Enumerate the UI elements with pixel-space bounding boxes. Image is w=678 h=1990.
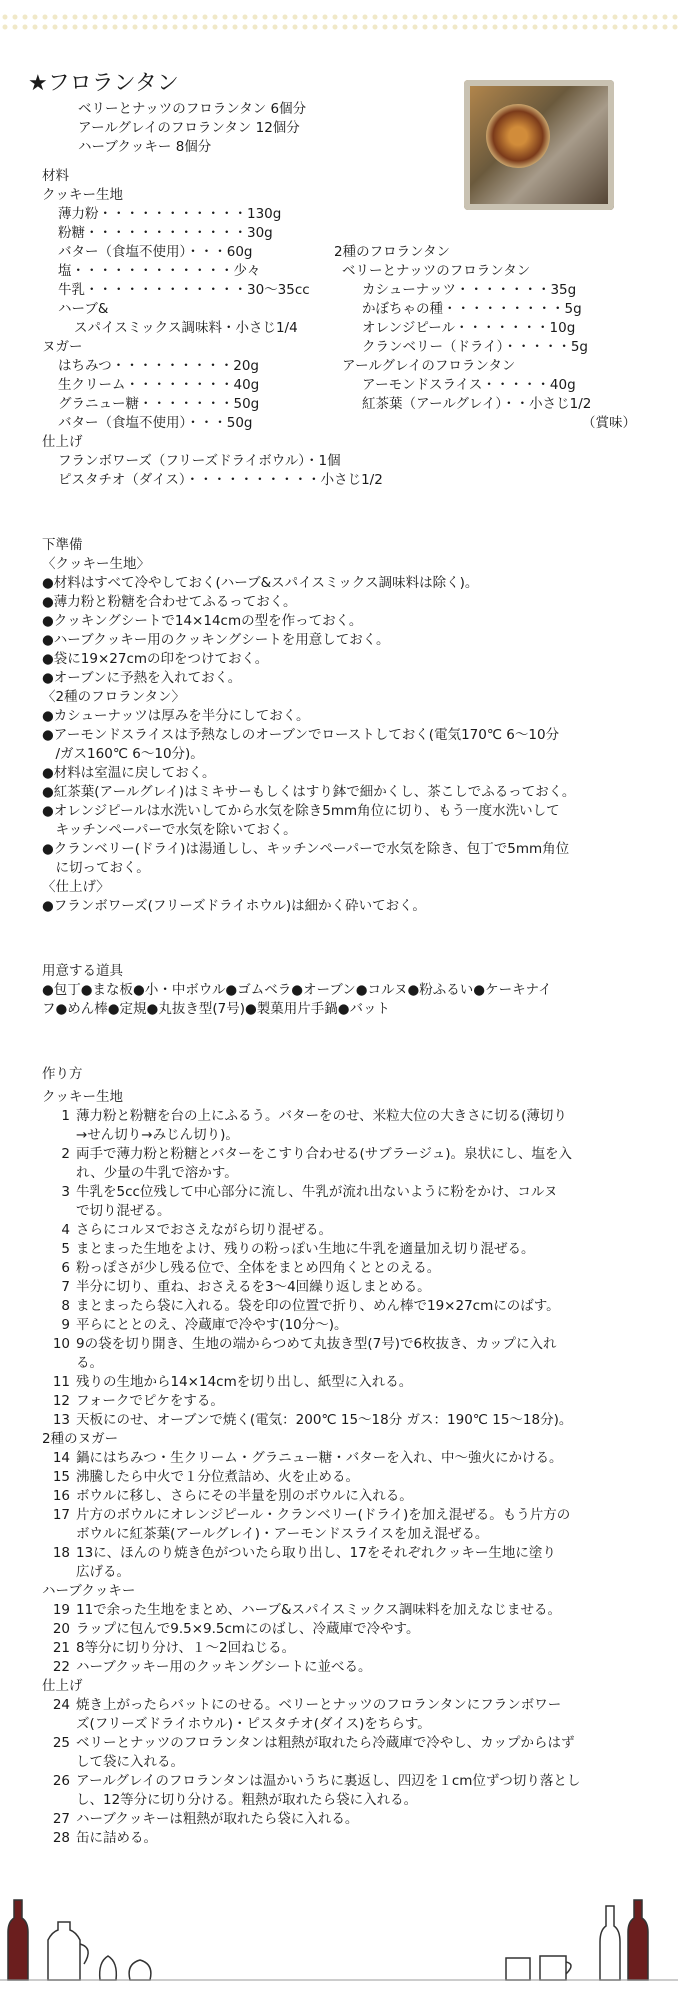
prep-line: ●紅茶葉(アールグレイ)はミキサーもしくはすり鉢で細かくし、茶こしでふるっておく。 (42, 784, 576, 800)
step-number: 11 (52, 1374, 70, 1390)
step-text (76, 1316, 348, 1335)
prep-line: キッチンペーパーで水気を除いておく。 (42, 822, 297, 838)
ingredient-item: オレンジピール・・・・・・・10g (362, 320, 576, 336)
ingredient-item: クランベリー（ドライ）・・・・・5g (362, 339, 589, 355)
prep-line: ●オーブンに予熱を入れておく。 (42, 670, 242, 686)
step-number: 4 (61, 1222, 70, 1238)
prep-line: /ガス160℃ 6〜10分)。 (42, 746, 204, 762)
ingredient-item: カシューナッツ・・・・・・・35g (362, 282, 577, 298)
step-number: 2 (61, 1146, 70, 1162)
step-text (76, 1221, 332, 1240)
method-step (42, 1411, 642, 1430)
ingredient-item: スパイスミックス調味料・小さじ1/4 (74, 320, 298, 336)
ingredient-item: 紅茶葉（アールグレイ）・・小さじ1/2 (362, 396, 592, 412)
step-number: 25 (52, 1735, 70, 1751)
step-text (76, 1373, 412, 1392)
step-number: 8 (61, 1298, 70, 1314)
method-step (42, 1240, 642, 1259)
step-text (76, 1601, 561, 1620)
tools-line: ●包丁●まな板●小・中ボウル●ゴムベラ●オーブン●コルヌ●粉ふるい●ケーキナイ (42, 982, 552, 998)
step-text (76, 1620, 419, 1639)
step-line: ベリーとナッツのフロランタンは粗熱が取れたら冷蔵庫で冷やし、カップからはず (76, 1735, 575, 1751)
prep-line: ●カシューナッツは厚みを半分にしておく。 (42, 708, 310, 724)
ingredient-item: 塩・・・・・・・・・・・・少々 (58, 263, 261, 279)
dotted-top-border (0, 12, 678, 34)
prep-heading: 下準備 (42, 537, 83, 553)
method-step (42, 1183, 642, 1221)
method-step (42, 1221, 642, 1240)
ingredient-item: かぼちゃの種・・・・・・・・・5g (362, 301, 582, 317)
step-line: 天板にのせ、オーブンで焼く(電気：200℃ 15〜18分 ガス：190℃ 15〜18分)。 (76, 1412, 573, 1428)
step-number: 9 (61, 1317, 70, 1333)
step-number: 14 (52, 1450, 70, 1466)
step-line: 残りの生地から14×14cmを切り出し、紙型に入れる。 (76, 1374, 413, 1390)
ingredient-item: 牛乳・・・・・・・・・・・・30〜35cc (58, 282, 310, 298)
method-step (42, 1734, 642, 1772)
method-step (42, 1259, 642, 1278)
step-line: まとまったら袋に入れる。袋を印の位置で折り、めん棒で19×27cmにのばす。 (76, 1298, 560, 1314)
method-step (42, 1449, 642, 1468)
method-step (42, 1810, 642, 1829)
step-line: 焼き上がったらバットにのせる。ベリーとナッツのフロランタンにフランボワー (76, 1697, 562, 1713)
step-text (76, 1772, 580, 1810)
step-number: 12 (52, 1393, 70, 1409)
prep-line: ●フランボワーズ(フリーズドライホウル)は細かく砕いておく。 (42, 898, 426, 914)
ingredient-group-label: 2種のフロランタン (334, 244, 451, 260)
step-number: 24 (52, 1697, 70, 1713)
prep-line: ●オレンジピールは水洗いしてから水気を除き5mm角位に切り、もう一度水洗いして (42, 803, 560, 819)
step-line: 13に、ほんのり焼き色がついたら取り出し、17をそれぞれクッキー生地に塗り (76, 1545, 556, 1561)
method-step (42, 1316, 642, 1335)
step-number: 15 (52, 1469, 70, 1485)
step-line: さらにコルヌでおさえながら切り混ぜる。 (76, 1222, 332, 1238)
method-heading: 作り方 (42, 1066, 83, 1082)
method-subheading: 2種のヌガー (42, 1431, 119, 1447)
step-line: ハーブクッキー用のクッキングシートに並べる。 (76, 1659, 372, 1675)
method-subheading: クッキー生地 (42, 1089, 123, 1105)
step-number: 28 (52, 1830, 70, 1846)
step-text (76, 1696, 561, 1734)
tools-line: フ●めん棒●定規●丸抜き型(7号)●製菓用片手鍋●バット (42, 1001, 391, 1017)
method-step (42, 1373, 642, 1392)
method-step (42, 1278, 642, 1297)
method-step (42, 1107, 642, 1145)
step-line: 11で余った生地をまとめ、ハーブ&スパイスミックス調味料を加えなじませる。 (76, 1602, 561, 1618)
step-line: 半分に切り、重ね、おさえるを3〜4回繰り返しまとめる。 (76, 1279, 431, 1295)
step-line: 平らにととのえ、冷蔵庫で冷やす(10分〜)。 (76, 1317, 348, 1333)
ingredient-item: 粉糖・・・・・・・・・・・・30g (58, 225, 273, 241)
method-step (42, 1772, 642, 1810)
step-line: まとまった生地をよけ、残りの粉っぽい生地に牛乳を適量加え切り混ぜる。 (76, 1241, 535, 1257)
step-number: 1 (61, 1108, 70, 1124)
ingredient-item: 仕上げ (42, 434, 83, 450)
yield-line: ベリーとナッツのフロランタン 6個分 (78, 101, 307, 117)
step-text (76, 1107, 567, 1145)
step-line: れ、少量の牛乳で溶かす。 (76, 1165, 238, 1181)
step-number: 13 (52, 1412, 70, 1428)
step-number: 5 (61, 1241, 70, 1257)
ingredients-heading: 材料 (42, 168, 69, 184)
tools-section (42, 962, 642, 1019)
kitchen-illustration (0, 1892, 678, 1982)
step-line: 沸騰したら中火で１分位煮詰め、火を止める。 (76, 1469, 359, 1485)
prep-line: ●クッキングシートで14×14cmの型を作っておく。 (42, 613, 363, 629)
step-line: し、12等分に切り分ける。粗熱が取れたら袋に入れる。 (76, 1792, 418, 1808)
step-line: 9の袋を切り開き、生地の端からつめて丸抜き型(7号)で6枚抜き、カップに入れ (76, 1336, 557, 1352)
step-text (76, 1335, 556, 1373)
step-text (76, 1145, 572, 1183)
step-line: 粉っぽさが少し残る位で、全体をまとめ四角くととのえる。 (76, 1260, 441, 1276)
step-number: 6 (61, 1260, 70, 1276)
method-step (42, 1145, 642, 1183)
ingredient-item: クッキー生地 (42, 187, 123, 203)
step-text (76, 1411, 572, 1430)
method-step (42, 1297, 642, 1316)
step-line: フォークでピケをする。 (76, 1393, 224, 1409)
step-number: 10 (52, 1336, 70, 1352)
step-line: 薄力粉と粉糖を台の上にふるう。バターをのせ、米粒大位の大きさに切る(薄切り (76, 1108, 567, 1124)
method-step (42, 1335, 642, 1373)
recipe-title: ★フロランタン (28, 71, 179, 96)
step-text (76, 1278, 431, 1297)
step-line: で切り混ぜる。 (76, 1203, 171, 1219)
ingredient-item: ヌガー (42, 339, 83, 355)
step-text (76, 1240, 534, 1259)
recipe-page (28, 70, 642, 1848)
step-number: 21 (52, 1640, 70, 1656)
ingredient-item: ハーブ& (58, 301, 109, 317)
step-number: 20 (52, 1621, 70, 1637)
prep-line: ●材料は室温に戻しておく。 (42, 765, 216, 781)
step-number: 7 (61, 1279, 70, 1295)
step-number: 22 (52, 1659, 70, 1675)
step-text (76, 1259, 440, 1278)
prep-line: ●材料はすべて冷やしておく(ハーブ&スパイスミックス調味料は除く)。 (42, 575, 479, 591)
step-line: る。 (76, 1355, 103, 1371)
prep-line: ●薄力粉と粉糖を合わせてふるっておく。 (42, 594, 297, 610)
ingredient-item: はちみつ・・・・・・・・・20g (58, 358, 259, 374)
step-text (76, 1810, 358, 1829)
ingredient-item: フランボワーズ（フリーズドライボウル）・1個 (58, 453, 341, 469)
step-line: ラップに包んで9.5×9.5cmにのばし、冷蔵庫で冷やす。 (76, 1621, 420, 1637)
ingredient-group-label: アールグレイのフロランタン (342, 358, 516, 374)
step-number: 27 (52, 1811, 70, 1827)
step-line: 広げる。 (76, 1564, 130, 1580)
method-step (42, 1506, 642, 1544)
step-text (76, 1297, 560, 1316)
method-section (42, 1065, 642, 1848)
kitchenware-drawing (0, 1892, 678, 1982)
method-step (42, 1658, 642, 1677)
prep-line: に切っておく。 (42, 860, 150, 876)
step-text (76, 1829, 157, 1848)
method-step (42, 1696, 642, 1734)
step-line: 片方のボウルにオレンジピール・クランベリー(ドライ)を加え混ぜる。もう片方の (76, 1507, 571, 1523)
step-text (76, 1734, 575, 1772)
ingredient-item: 生クリーム・・・・・・・・40g (58, 377, 260, 393)
prep-line: 〈2種のフロランタン〉 (42, 689, 186, 705)
prep-line: 〈クッキー生地〉 (42, 556, 150, 572)
ingredient-group-label: ベリーとナッツのフロランタン (342, 263, 531, 279)
ingredient-item: ピスタチオ（ダイス）・・・・・・・・・・小さじ1/2 (58, 472, 383, 488)
step-text (76, 1506, 570, 1544)
step-text (76, 1392, 224, 1411)
method-step (42, 1620, 642, 1639)
prep-line: ●クランベリー(ドライ)は湯通しし、キッチンペーパーで水気を除き、包丁で5mm角位 (42, 841, 570, 857)
ingredient-item: 薄力粉・・・・・・・・・・・130g (58, 206, 282, 222)
method-step (42, 1601, 642, 1620)
ingredient-note: （賞味） (582, 415, 636, 431)
step-text (76, 1468, 359, 1487)
method-subheading: ハーブクッキー (42, 1583, 136, 1599)
step-text (76, 1658, 372, 1677)
prep-line: ●ハーブクッキー用のクッキングシートを用意しておく。 (42, 632, 390, 648)
step-line: アールグレイのフロランタンは温かいうちに裏返し、四辺を１cm位ずつ切り落とし (76, 1773, 581, 1789)
step-number: 18 (52, 1545, 70, 1561)
step-line: ズ(フリーズドライホウル)・ピスタチオ(ダイス)をちらす。 (76, 1716, 431, 1732)
step-line: 両手で薄力粉と粉糖とバターをこすり合わせる(サブラージュ)。泉状にし、塩を入 (76, 1146, 572, 1162)
step-number: 17 (52, 1507, 70, 1523)
method-step (42, 1544, 642, 1582)
step-number: 26 (52, 1773, 70, 1789)
step-number: 19 (52, 1602, 70, 1618)
ingredient-item: グラニュー糖・・・・・・・50g (58, 396, 260, 412)
step-text (76, 1183, 557, 1221)
method-step (42, 1468, 642, 1487)
method-step (42, 1487, 642, 1506)
ingredients-table (42, 186, 642, 490)
step-line: ハーブクッキーは粗熱が取れたら袋に入れる。 (76, 1811, 359, 1827)
step-line: 缶に詰める。 (76, 1830, 157, 1846)
step-text (76, 1544, 556, 1582)
step-line: して袋に入れる。 (76, 1754, 184, 1770)
step-line: 鍋にはちみつ・生クリーム・グラニュー糖・バターを入れ、中〜強火にかける。 (76, 1450, 563, 1466)
ingredient-item: アーモンドスライス・・・・・40g (362, 377, 576, 393)
step-number: 3 (61, 1184, 70, 1200)
step-line: →せん切り→みじん切り)。 (76, 1127, 239, 1143)
step-line: ボウルに紅茶葉(アールグレイ)・アーモンドスライスを加え混ぜる。 (76, 1526, 489, 1542)
step-text (76, 1449, 563, 1468)
step-line: ボウルに移し、さらにその半量を別のボウルに入れる。 (76, 1488, 413, 1504)
method-step (42, 1829, 642, 1848)
step-line: 牛乳を5cc位残して中心部分に流し、牛乳が流れ出ないように粉をかけ、コルヌ (76, 1184, 558, 1200)
method-subheading: 仕上げ (42, 1678, 83, 1694)
tools-heading: 用意する道具 (42, 963, 123, 979)
yield-line: アールグレイのフロランタン 12個分 (78, 120, 300, 136)
ingredient-item: バター（食塩不使用）・・・50g (58, 415, 253, 431)
step-number: 16 (52, 1488, 70, 1504)
prep-line: ●アーモンドスライスは予熱なしのオーブンでローストしておく(電気170℃ 6〜10分 (42, 727, 560, 743)
prep-section (42, 536, 642, 916)
yield-line: ハーブクッキー 8個分 (78, 139, 212, 155)
prep-line: 〈仕上げ〉 (42, 879, 110, 895)
prep-line: ●袋に19×27cmの印をつけておく。 (42, 651, 269, 667)
step-line: 8等分に切り分け、１〜2回ねじる。 (76, 1640, 296, 1656)
method-step (42, 1639, 642, 1658)
method-step (42, 1392, 642, 1411)
ingredient-item: バター（食塩不使用）・・・60g (58, 244, 253, 260)
step-text (76, 1487, 413, 1506)
step-text (76, 1639, 295, 1658)
